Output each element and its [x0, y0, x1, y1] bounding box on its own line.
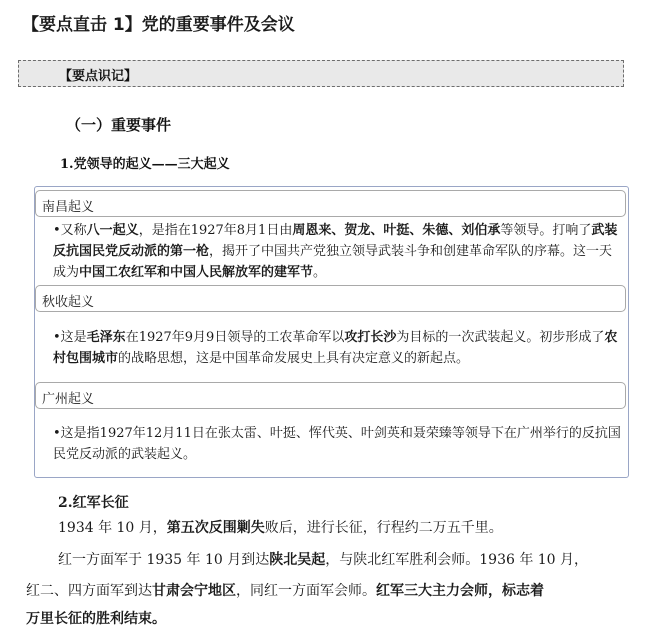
page-title: 【要点直击 1】党的重要事件及会议	[22, 15, 295, 35]
key-points-label: 【要点识记】	[59, 69, 138, 84]
long-march-heading: 2.红军长征	[58, 495, 129, 511]
uprisings-table	[34, 186, 629, 478]
event-text-guangzhou: •这是指1927年12月11日在张太雷、叶挺、恽代英、叶剑英和聂荣臻等领导下在广州举行的反抗国民党反动派的武装起义。	[53, 426, 621, 462]
long-march-p1: 1934 年 10 月，第五次反围剿失败后，进行长征，行程约二万五千里。	[58, 520, 503, 536]
event-name: 秋收起义	[42, 295, 95, 310]
key-points-bar	[18, 60, 624, 87]
section-heading: （一）重要事件	[66, 116, 172, 134]
event-name: 南昌起义	[42, 200, 95, 215]
event-header-autumn-harvest	[35, 285, 626, 312]
event-text-nanchang: •又称八一起义，是指在1927年8月1日由周恩来、贺龙、叶挺、朱德、刘伯承等领导。打响了武装反抗国民党反动派的第一枪，揭开了中国共产党独立领导武装斗争和创建革命军队的序幕。这一天成为中国工农红军和中国人民解放军的建军节。	[53, 223, 618, 280]
event-header-guangzhou	[35, 382, 626, 409]
event-text-autumn-harvest: •这是毛泽东在1927年9月9日领导的工农革命军以攻打长沙为目标的一次武装起义。初步形成了农村包围城市的战略思想，这是中国革命发展史上具有决定意义的新起点。	[53, 330, 618, 366]
event-header-nanchang	[35, 190, 626, 217]
long-march-p2-line3: 万里长征的胜利结束。	[26, 611, 166, 627]
long-march-p2-line2: 红二、四方面军到达甘肃会宁地区，同红一方面军会师。红军三大主力会师，标志着	[26, 583, 544, 599]
uprisings-heading: 1.党领导的起义——三大起义	[60, 157, 230, 172]
event-name: 广州起义	[42, 392, 95, 407]
long-march-p2-line1: 红一方面军于 1935 年 10 月到达陕北吴起，与陕北红军胜利会师。1936 年 10 月，	[58, 552, 589, 568]
